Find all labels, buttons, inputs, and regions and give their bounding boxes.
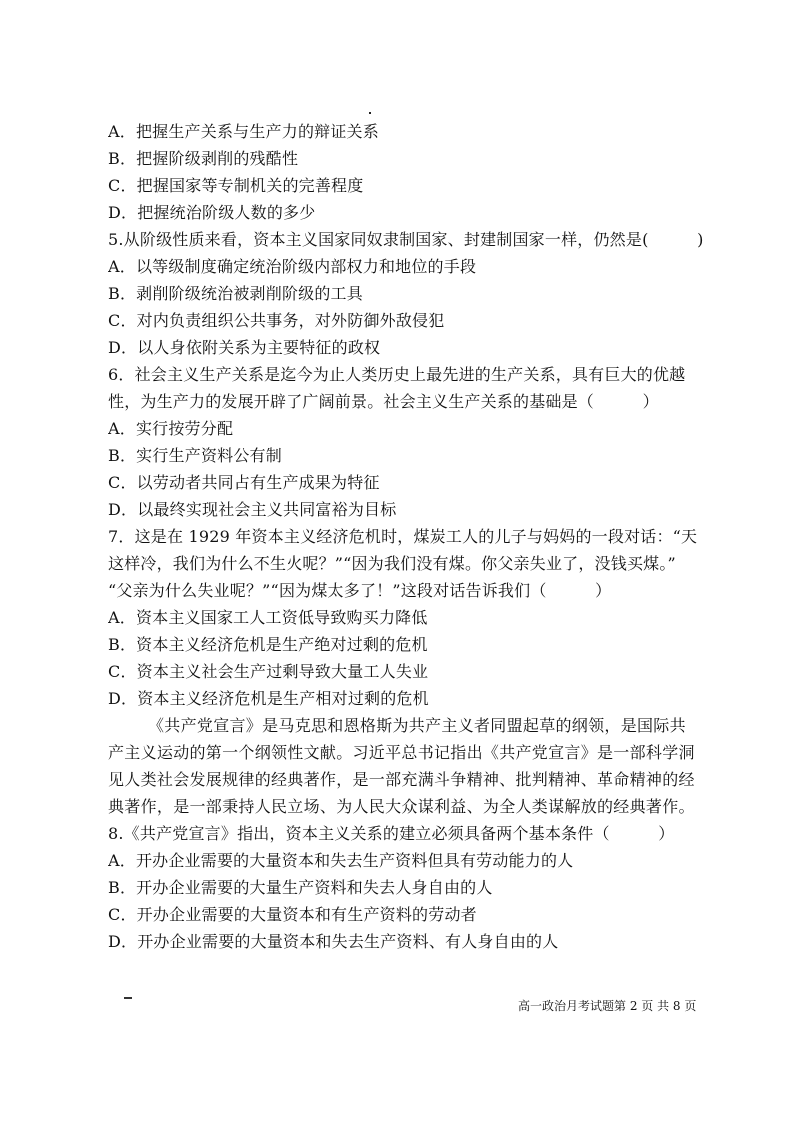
q4-option-d: D．把握统治阶级人数的多少 (108, 203, 316, 222)
q8-option-c: C．开办企业需要的大量资本和有生产资料的劳动者 (108, 905, 477, 924)
q7-option-b: B．资本主义经济危机是生产绝对过剩的危机 (108, 635, 428, 654)
question-4-options (108, 118, 708, 226)
page-footer: 高一政治月考试题第 2 页 共 8 页 (518, 999, 697, 1013)
q4-option-b: B．把握阶级剥削的残酷性 (108, 149, 299, 168)
q6-option-c: C．以劳动者共同占有生产成果为特征 (108, 473, 380, 492)
q7-stem-line-2: 这样冷，我们为什么不生火呢？”“因为我们没有煤。你父亲失业了，没钱买煤。” (108, 554, 676, 573)
q7-stem-line-3: “父亲为什么失业呢？”“因为煤太多了！”这段对话告诉我们（ ） (108, 581, 612, 600)
q8-option-a: A．开办企业需要的大量资本和失去生产资料但具有劳动能力的人 (108, 851, 574, 870)
passage-line-4: 典著作，是一部秉持人民立场、为人民大众谋利益、为全人类谋解放的经典著作。 (108, 797, 695, 816)
q7-option-d: D．资本主义经济危机是生产相对过剩的危机 (108, 689, 429, 708)
q7-option-c: C．资本主义社会生产过剩导致大量工人失业 (108, 662, 429, 681)
q7-option-a: A．资本主义国家工人工资低导致购买力降低 (108, 608, 428, 627)
q5-stem: 5.从阶级性质来看，资本主义国家同奴隶制国家、封建制国家一样，仍然是( ) (108, 230, 704, 249)
reading-passage (108, 712, 708, 820)
question-content (108, 118, 708, 955)
question-7 (108, 523, 708, 712)
q4-option-a: A．把握生产关系与生产力的辩证关系 (108, 122, 379, 141)
passage-line-2: 产主义运动的第一个纲领性文献。习近平总书记指出《共产党宣言》是一部科学洞 (108, 743, 695, 762)
q4-option-c: C．把握国家等专制机关的完善程度 (108, 176, 364, 195)
scan-corner-mark (124, 997, 132, 999)
q6-stem-line-1: 6．社会主义生产关系是迄今为止人类历史上最先进的生产关系，具有巨大的优越 (108, 365, 686, 384)
q8-stem: 8.《共产党宣言》指出，资本主义关系的建立必须具备两个基本条件（ ） (108, 824, 675, 843)
q6-option-b: B．实行生产资料公有制 (108, 446, 282, 465)
q6-option-a: A．实行按劳分配 (108, 419, 234, 438)
q5-option-b: B．剥削阶级统治被剥削阶级的工具 (108, 284, 363, 303)
q5-option-c: C．对内负责组织公共事务，对外防御外敌侵犯 (108, 311, 445, 330)
passage-line-3: 见人类社会发展规律的经典著作，是一部充满斗争精神、批判精神、革命精神的经 (108, 770, 695, 789)
question-6 (108, 361, 708, 523)
question-5 (108, 226, 708, 361)
q5-option-d: D．以人身依附关系为主要特征的政权 (108, 338, 381, 357)
q7-stem-line-1: 7．这是在 1929 年资本主义经济危机时，煤炭工人的儿子与妈妈的一段对话：“天 (108, 527, 698, 546)
q5-option-a: A．以等级制度确定统治阶级内部权力和地位的手段 (108, 257, 477, 276)
passage-line-1: 《共产党宣言》是马克思和恩格斯为共产主义者同盟起草的纲领，是国际共 (148, 716, 686, 735)
scan-dot-mark (369, 112, 371, 114)
question-8 (108, 820, 708, 955)
q8-option-b: B．开办企业需要的大量生产资料和失去人身自由的人 (108, 878, 493, 897)
q8-option-d: D．开办企业需要的大量资本和失去生产资料、有人身自由的人 (108, 932, 559, 951)
q6-option-d: D．以最终实现社会主义共同富裕为目标 (108, 500, 397, 519)
q6-stem-line-2: 性，为生产力的发展开辟了广阔前景。社会主义生产关系的基础是（ ） (108, 392, 659, 411)
